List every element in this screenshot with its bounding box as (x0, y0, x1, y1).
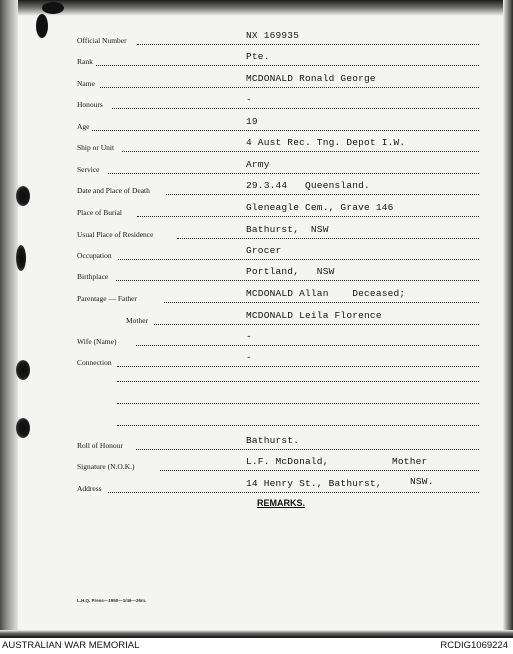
dotted-line (92, 130, 479, 131)
field-value: 29.3.44 Queensland. (246, 180, 370, 191)
printer-footnote: L.H.Q. Press—1950—1/46—26m. (77, 598, 147, 603)
field-label: Wife (Name) (77, 337, 117, 346)
dotted-line (100, 87, 479, 88)
field-label: Usual Place of Residence (77, 230, 154, 239)
field-label: Mother (126, 316, 149, 325)
field-label: Connection (77, 358, 112, 367)
field-place-of-burial (0, 204, 513, 220)
field-value-state: NSW. (410, 476, 434, 487)
field-label: Date and Place of Death (77, 186, 150, 195)
field-date-place-of-death (0, 182, 513, 198)
field-ship-or-unit (0, 139, 513, 155)
field-label: Name (77, 79, 95, 88)
field-address (0, 476, 513, 496)
field-connection (0, 354, 513, 370)
field-value: Pte. (246, 51, 270, 62)
field-label: Age (77, 122, 90, 131)
dotted-line (137, 216, 479, 217)
field-birthplace (0, 268, 513, 284)
record-id: RCDIG1069224 (440, 640, 508, 651)
field-usual-residence (0, 226, 513, 242)
dotted-line (136, 449, 479, 450)
field-label: Occupation (77, 251, 112, 260)
field-wife (0, 333, 513, 349)
scan-shadow-top (0, 0, 513, 16)
dotted-line (166, 194, 479, 195)
field-value: MCDONALD Leila Florence (246, 310, 382, 321)
dotted-line (154, 324, 479, 325)
field-value: NX 169935 (246, 30, 300, 41)
field-value: - (246, 94, 252, 105)
blank-dotted-line (117, 403, 479, 404)
field-value: - (246, 331, 252, 342)
field-label: Address (77, 484, 102, 493)
field-value: 4 Aust Rec. Tng. Depot I.W. (246, 137, 406, 148)
field-label: Signature (N.O.K.) (77, 462, 135, 471)
field-value: Army (246, 159, 270, 170)
field-value: Portland, NSW (246, 266, 335, 277)
dotted-line (116, 280, 479, 281)
field-value: L.F. McDonald, (246, 456, 329, 467)
field-value: 14 Henry St., Bathurst, (246, 478, 382, 489)
dotted-line (160, 470, 479, 471)
field-label: Rank (77, 57, 93, 66)
field-honours (0, 96, 513, 112)
field-official-number (0, 32, 513, 48)
ink-blot (42, 2, 64, 14)
remarks-heading: REMARKS. (257, 498, 306, 508)
dotted-line (177, 238, 479, 239)
field-occupation (0, 247, 513, 263)
dotted-line (96, 65, 479, 66)
field-value: Grocer (246, 245, 282, 256)
field-label: Service (77, 165, 100, 174)
field-value-relation: Mother (392, 456, 428, 467)
punch-hole (16, 418, 30, 438)
field-value: Bathurst. (246, 435, 300, 446)
dotted-line (137, 44, 479, 45)
field-value: MCDONALD Allan Deceased; (246, 288, 406, 299)
field-father (0, 290, 513, 306)
archive-caption: AUSTRALIAN WAR MEMORIAL (2, 640, 140, 651)
scan-shadow-bottom (0, 630, 513, 638)
field-label: Official Number (77, 36, 127, 45)
dotted-line (164, 302, 479, 303)
field-value: - (246, 352, 252, 363)
dotted-line (136, 345, 479, 346)
field-label: Roll of Honour (77, 441, 123, 450)
field-value: MCDONALD Ronald George (246, 73, 376, 84)
field-value: 19 (246, 116, 258, 127)
dotted-line (117, 366, 479, 367)
field-service (0, 161, 513, 177)
field-rank (0, 53, 513, 69)
field-signature (0, 458, 513, 474)
field-label: Birthplace (77, 272, 109, 281)
field-label: Place of Burial (77, 208, 122, 217)
blank-dotted-line (117, 381, 479, 382)
blank-dotted-line (117, 425, 479, 426)
dotted-line (122, 151, 479, 152)
field-mother (0, 312, 513, 328)
dotted-line (112, 108, 479, 109)
field-label: Honours (77, 100, 103, 109)
field-age (0, 118, 513, 134)
field-value: Gleneagle Cem., Grave 146 (246, 202, 394, 213)
field-roll-of-honour (0, 437, 513, 453)
dotted-line (108, 492, 479, 493)
dotted-line (118, 259, 479, 260)
field-label: Ship or Unit (77, 143, 115, 152)
field-value: Bathurst, NSW (246, 224, 329, 235)
field-label: Parentage — Father (77, 294, 137, 303)
field-name (0, 75, 513, 91)
dotted-line (108, 173, 479, 174)
